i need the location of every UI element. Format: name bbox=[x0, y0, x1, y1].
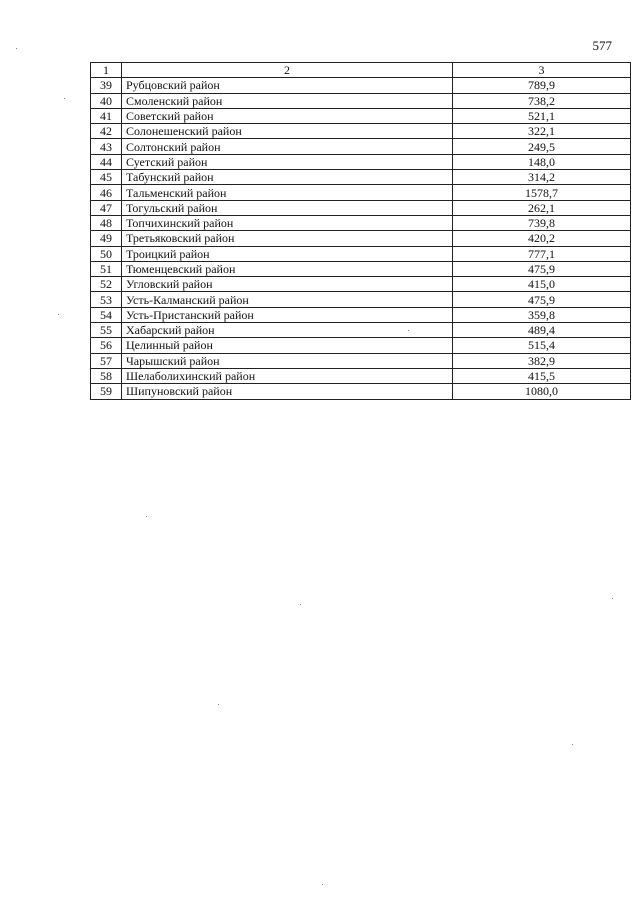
district-name-cell: Шипуновский район bbox=[122, 384, 453, 399]
row-number-cell: 59 bbox=[91, 384, 122, 399]
row-number-cell: 53 bbox=[91, 292, 122, 307]
table-row bbox=[91, 154, 631, 169]
table-row bbox=[91, 170, 631, 185]
table-row bbox=[91, 277, 631, 292]
row-number-cell: 56 bbox=[91, 338, 122, 353]
row-number-cell: 42 bbox=[91, 124, 122, 139]
row-number-cell: 54 bbox=[91, 307, 122, 322]
district-name-cell: Солонешенский район bbox=[122, 124, 453, 139]
value-cell: 521,1 bbox=[453, 108, 631, 123]
value-cell: 789,9 bbox=[453, 78, 631, 93]
district-name-cell: Троицкий район bbox=[122, 246, 453, 261]
value-cell: 249,5 bbox=[453, 139, 631, 154]
scan-speck bbox=[218, 704, 219, 705]
value-cell: 420,2 bbox=[453, 231, 631, 246]
table-row bbox=[91, 338, 631, 353]
district-name-cell: Топчихинский район bbox=[122, 215, 453, 230]
table-row bbox=[91, 246, 631, 261]
scan-speck bbox=[408, 330, 409, 331]
table-header-row bbox=[91, 63, 631, 78]
scan-speck bbox=[16, 48, 17, 49]
district-name-cell: Чарышский район bbox=[122, 353, 453, 368]
district-name-cell: Тюменцевский район bbox=[122, 261, 453, 276]
district-name-cell: Советский район bbox=[122, 108, 453, 123]
table-row bbox=[91, 292, 631, 307]
table-row bbox=[91, 215, 631, 230]
district-name-cell: Хабарский район bbox=[122, 323, 453, 338]
scan-speck bbox=[58, 314, 59, 315]
scan-speck bbox=[612, 598, 613, 599]
row-number-cell: 41 bbox=[91, 108, 122, 123]
row-number-cell: 55 bbox=[91, 323, 122, 338]
table-row bbox=[91, 185, 631, 200]
row-number-cell: 45 bbox=[91, 170, 122, 185]
value-cell: 314,2 bbox=[453, 170, 631, 185]
districts-table bbox=[90, 62, 631, 400]
table-row bbox=[91, 93, 631, 108]
header-cell-number: 1 bbox=[91, 63, 122, 78]
value-cell: 738,2 bbox=[453, 93, 631, 108]
value-cell: 322,1 bbox=[453, 124, 631, 139]
value-cell: 739,8 bbox=[453, 215, 631, 230]
district-name-cell: Угловский район bbox=[122, 277, 453, 292]
scan-speck bbox=[300, 604, 301, 605]
value-cell: 1080,0 bbox=[453, 384, 631, 399]
row-number-cell: 44 bbox=[91, 154, 122, 169]
district-name-cell: Тогульский район bbox=[122, 200, 453, 215]
value-cell: 359,8 bbox=[453, 307, 631, 322]
table-row bbox=[91, 78, 631, 93]
district-name-cell: Усть-Пристанский район bbox=[122, 307, 453, 322]
district-name-cell: Табунский район bbox=[122, 170, 453, 185]
table-row bbox=[91, 108, 631, 123]
value-cell: 148,0 bbox=[453, 154, 631, 169]
table-row bbox=[91, 307, 631, 322]
row-number-cell: 40 bbox=[91, 93, 122, 108]
row-number-cell: 48 bbox=[91, 215, 122, 230]
header-cell-name: 2 bbox=[122, 63, 453, 78]
table-row bbox=[91, 139, 631, 154]
value-cell: 489,4 bbox=[453, 323, 631, 338]
district-name-cell: Суетский район bbox=[122, 154, 453, 169]
table-row bbox=[91, 261, 631, 276]
table-row bbox=[91, 200, 631, 215]
district-name-cell: Целинный район bbox=[122, 338, 453, 353]
row-number-cell: 49 bbox=[91, 231, 122, 246]
row-number-cell: 47 bbox=[91, 200, 122, 215]
scan-speck bbox=[572, 744, 573, 745]
value-cell: 415,0 bbox=[453, 277, 631, 292]
table-row bbox=[91, 368, 631, 383]
table-row bbox=[91, 231, 631, 246]
row-number-cell: 43 bbox=[91, 139, 122, 154]
table-row bbox=[91, 384, 631, 399]
value-cell: 262,1 bbox=[453, 200, 631, 215]
value-cell: 475,9 bbox=[453, 292, 631, 307]
value-cell: 415,5 bbox=[453, 368, 631, 383]
value-cell: 475,9 bbox=[453, 261, 631, 276]
value-cell: 1578,7 bbox=[453, 185, 631, 200]
table-row bbox=[91, 323, 631, 338]
value-cell: 777,1 bbox=[453, 246, 631, 261]
table-row bbox=[91, 353, 631, 368]
row-number-cell: 51 bbox=[91, 261, 122, 276]
row-number-cell: 57 bbox=[91, 353, 122, 368]
row-number-cell: 46 bbox=[91, 185, 122, 200]
page-number: 577 bbox=[592, 38, 612, 53]
row-number-cell: 58 bbox=[91, 368, 122, 383]
scan-speck bbox=[146, 516, 147, 517]
district-name-cell: Рубцовский район bbox=[122, 78, 453, 93]
row-number-cell: 50 bbox=[91, 246, 122, 261]
district-name-cell: Усть-Калманский район bbox=[122, 292, 453, 307]
row-number-cell: 39 bbox=[91, 78, 122, 93]
scan-speck bbox=[64, 98, 65, 99]
value-cell: 515,4 bbox=[453, 338, 631, 353]
table-row bbox=[91, 124, 631, 139]
district-name-cell: Третьяковский район bbox=[122, 231, 453, 246]
district-name-cell: Смоленский район bbox=[122, 93, 453, 108]
district-name-cell: Тальменский район bbox=[122, 185, 453, 200]
district-name-cell: Солтонский район bbox=[122, 139, 453, 154]
district-name-cell: Шелаболихинский район bbox=[122, 368, 453, 383]
row-number-cell: 52 bbox=[91, 277, 122, 292]
value-cell: 382,9 bbox=[453, 353, 631, 368]
header-cell-value: 3 bbox=[453, 63, 631, 78]
scan-speck bbox=[322, 884, 323, 885]
